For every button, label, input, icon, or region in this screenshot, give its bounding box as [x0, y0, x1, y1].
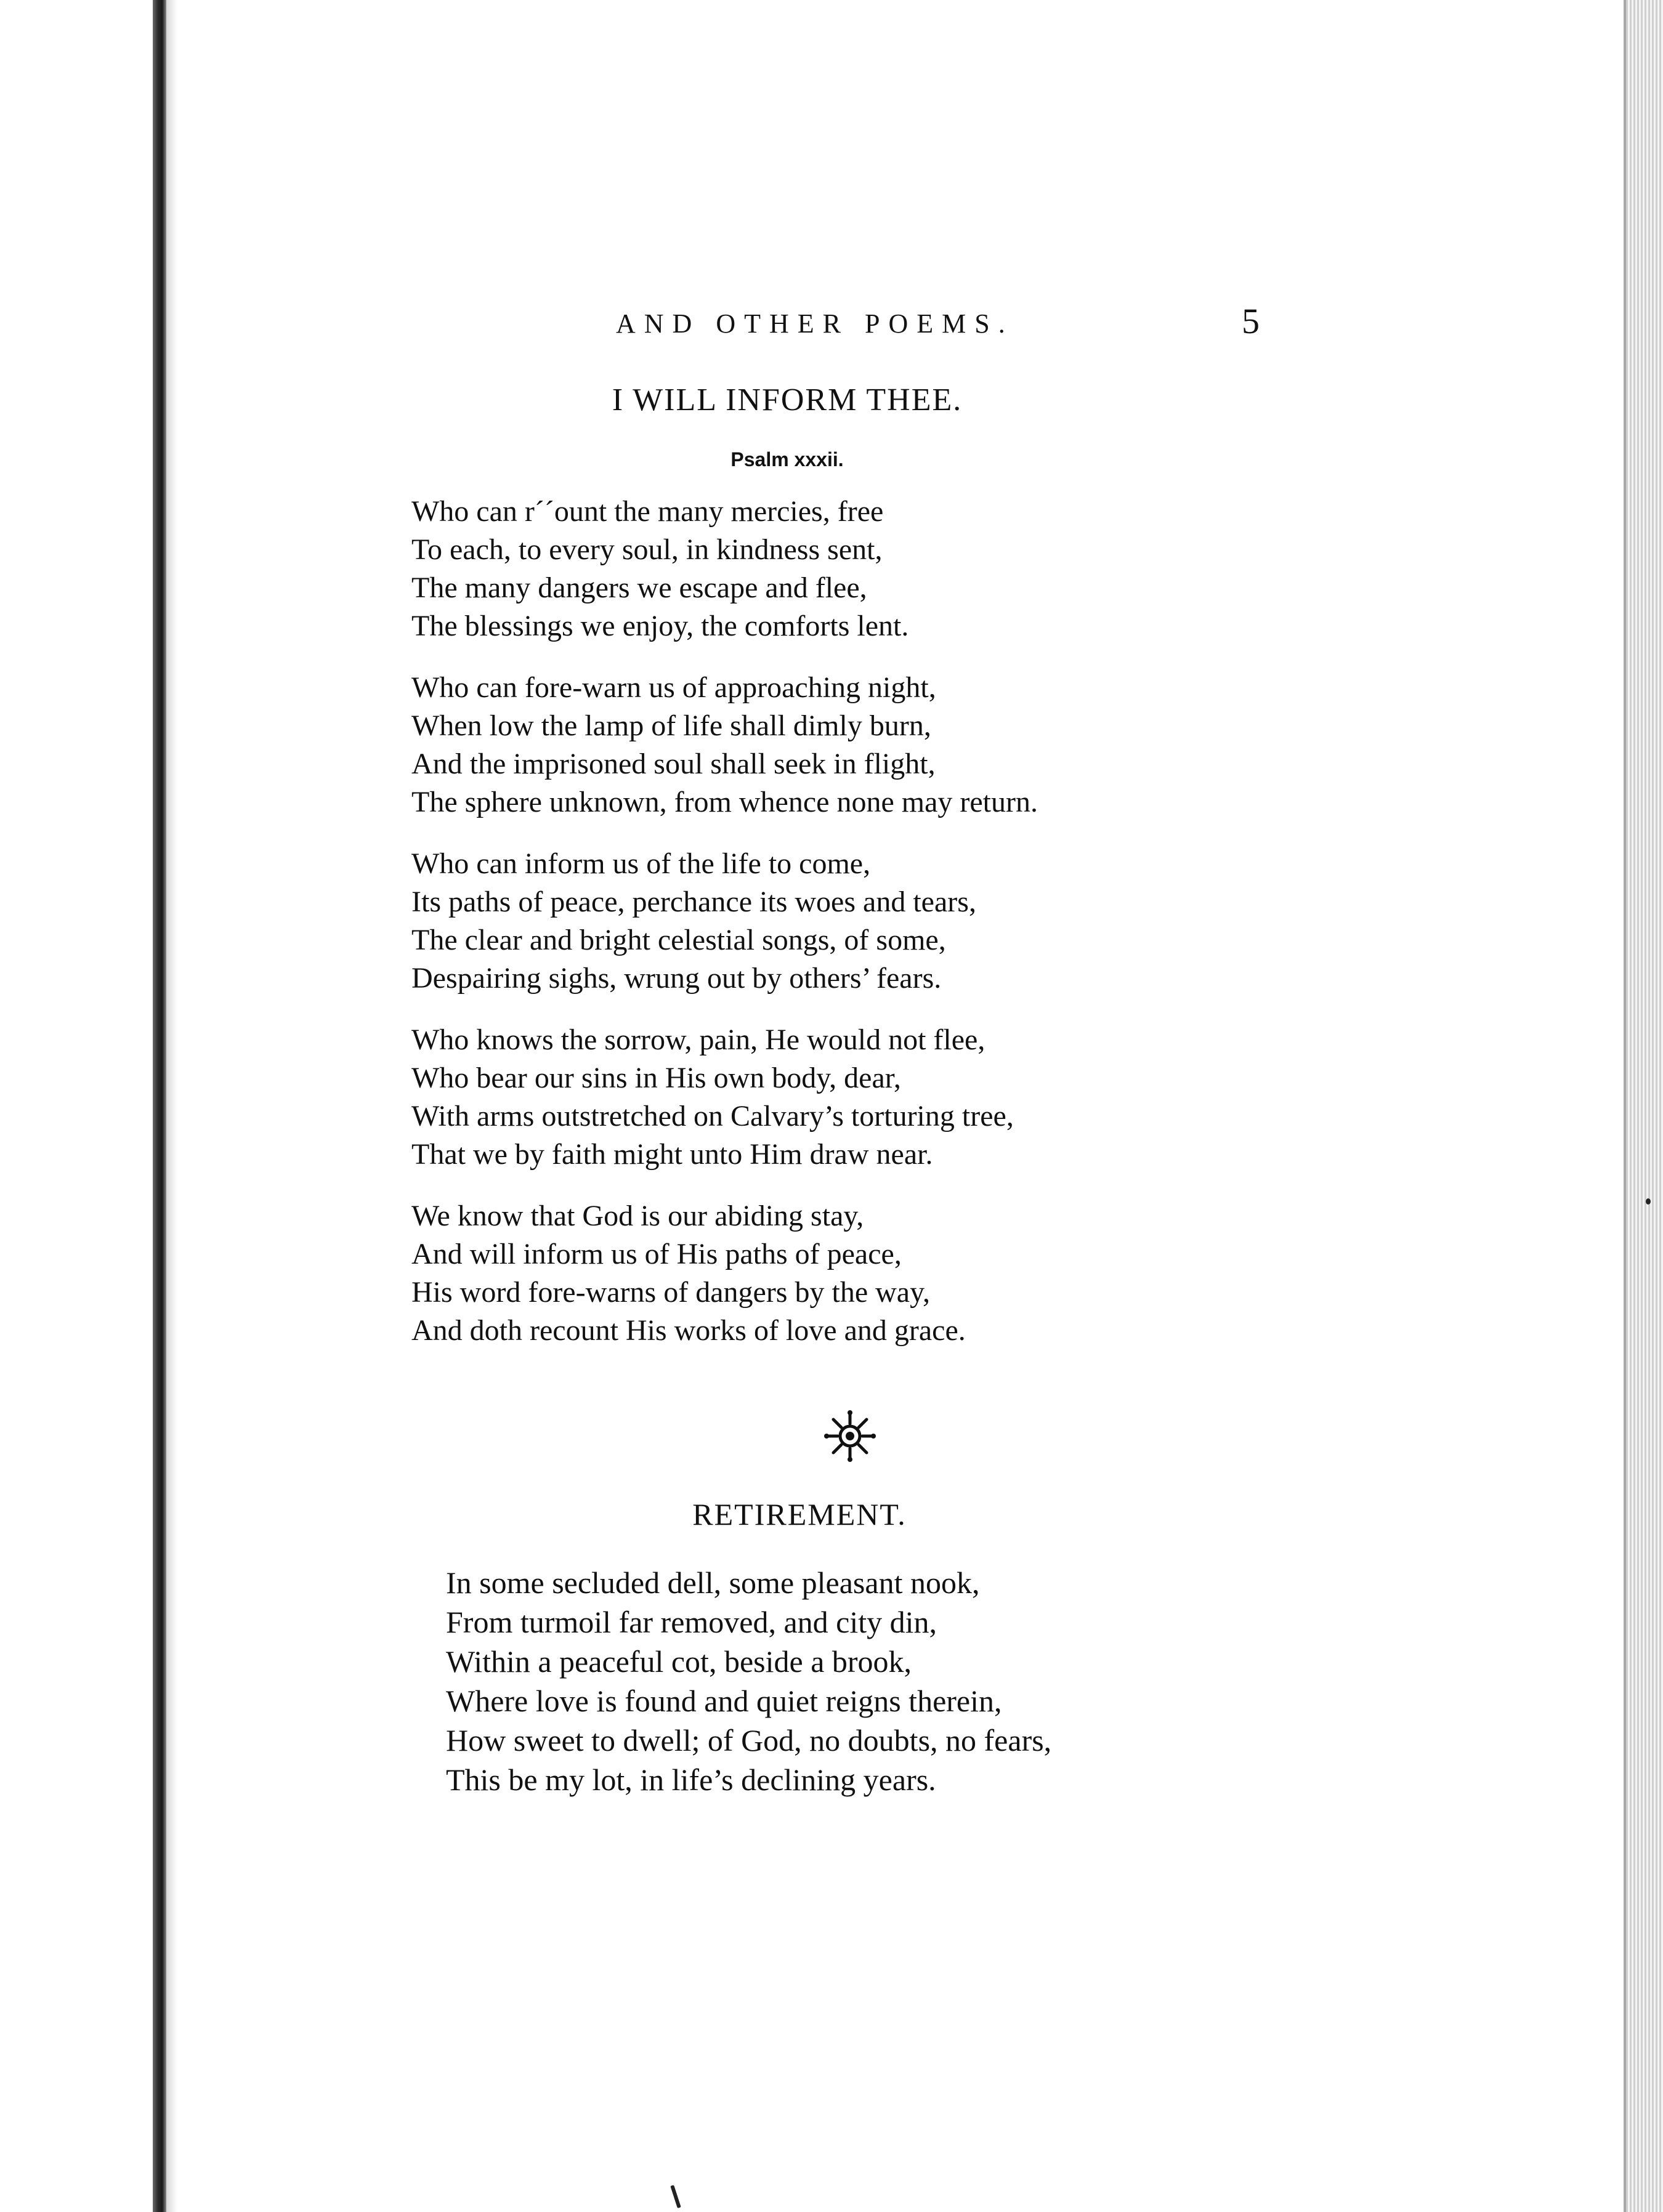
poem-line: And doth recount His works of love and grace.: [411, 1314, 966, 1347]
poem-line: When low the lamp of life shall dimly burn,: [411, 709, 931, 742]
page-number: 5: [1242, 301, 1260, 341]
poem-line: The blessings we enjoy, the comforts lent.: [411, 610, 909, 642]
scan-speck: [1646, 1198, 1651, 1205]
poem-line: With arms outstretched on Calvary’s torturing tree,: [411, 1100, 1014, 1132]
poem-line: How sweet to dwell; of God, no doubts, no fears,: [446, 1723, 1052, 1758]
poem-line: To each, to every soul, in kindness sent,: [411, 533, 883, 566]
poem-line: That we by faith might unto Him draw near.: [411, 1138, 933, 1171]
binding-shadow: [166, 0, 177, 2212]
poem-title-retirement: RETIREMENT.: [692, 1497, 907, 1532]
left-margin: [0, 0, 148, 2212]
sunburst-ornament-icon: [824, 1410, 876, 1462]
stanza: [411, 845, 1459, 998]
stanza: [411, 1197, 1459, 1350]
poem-subtitle: Psalm xxxii.: [730, 448, 844, 470]
poem-line: Within a peaceful cot, beside a brook,: [446, 1644, 912, 1679]
poem-line: Who bear our sins in His own body, dear,: [411, 1062, 901, 1094]
page-stack-edge: [1626, 0, 1663, 2212]
poem-line: The clear and bright celestial songs, of some,: [411, 924, 946, 956]
stanza: [411, 493, 1459, 645]
poem-body-retirement: [446, 1563, 1493, 1799]
poem-line: Who knows the sorrow, pain, He would not flee,: [411, 1023, 985, 1056]
poem-line: The sphere unknown, from whence none may return.: [411, 786, 1038, 818]
poem-line: Who can r´´ount the many mercies, free: [411, 495, 884, 528]
poem-title: I WILL INFORM THEE.: [612, 382, 963, 418]
poem-line: In some secluded dell, some pleasant nook,: [446, 1565, 980, 1600]
running-head: AND OTHER POEMS.: [616, 309, 1014, 339]
poem-line: We know that God is our abiding stay,: [411, 1200, 864, 1232]
stanza: [411, 1021, 1459, 1174]
poem-line: His word fore-warns of dangers by the way,: [411, 1276, 930, 1309]
poem-line: And the imprisoned soul shall seek in flight,: [411, 748, 936, 780]
poem-line: Despairing sighs, wrung out by others’ fears.: [411, 962, 942, 995]
stanza: [411, 669, 1459, 821]
poem-body: [411, 493, 1459, 1373]
poem-line: From turmoil far removed, and city din,: [446, 1605, 937, 1639]
book-page: [177, 0, 1624, 2212]
binding-edge: [153, 0, 166, 2212]
poem-line: The many dangers we escape and flee,: [411, 571, 867, 604]
poem-line: This be my lot, in life’s declining years.: [446, 1762, 936, 1797]
poem-line: Where love is found and quiet reigns therein,: [446, 1684, 1002, 1718]
poem-line: Its paths of peace, perchance its woes and tears,: [411, 886, 976, 918]
poem-line: And will inform us of His paths of peace,: [411, 1238, 902, 1270]
poem-line: Who can inform us of the life to come,: [411, 847, 871, 880]
poem-line: Who can fore-warn us of approaching night,: [411, 671, 936, 704]
